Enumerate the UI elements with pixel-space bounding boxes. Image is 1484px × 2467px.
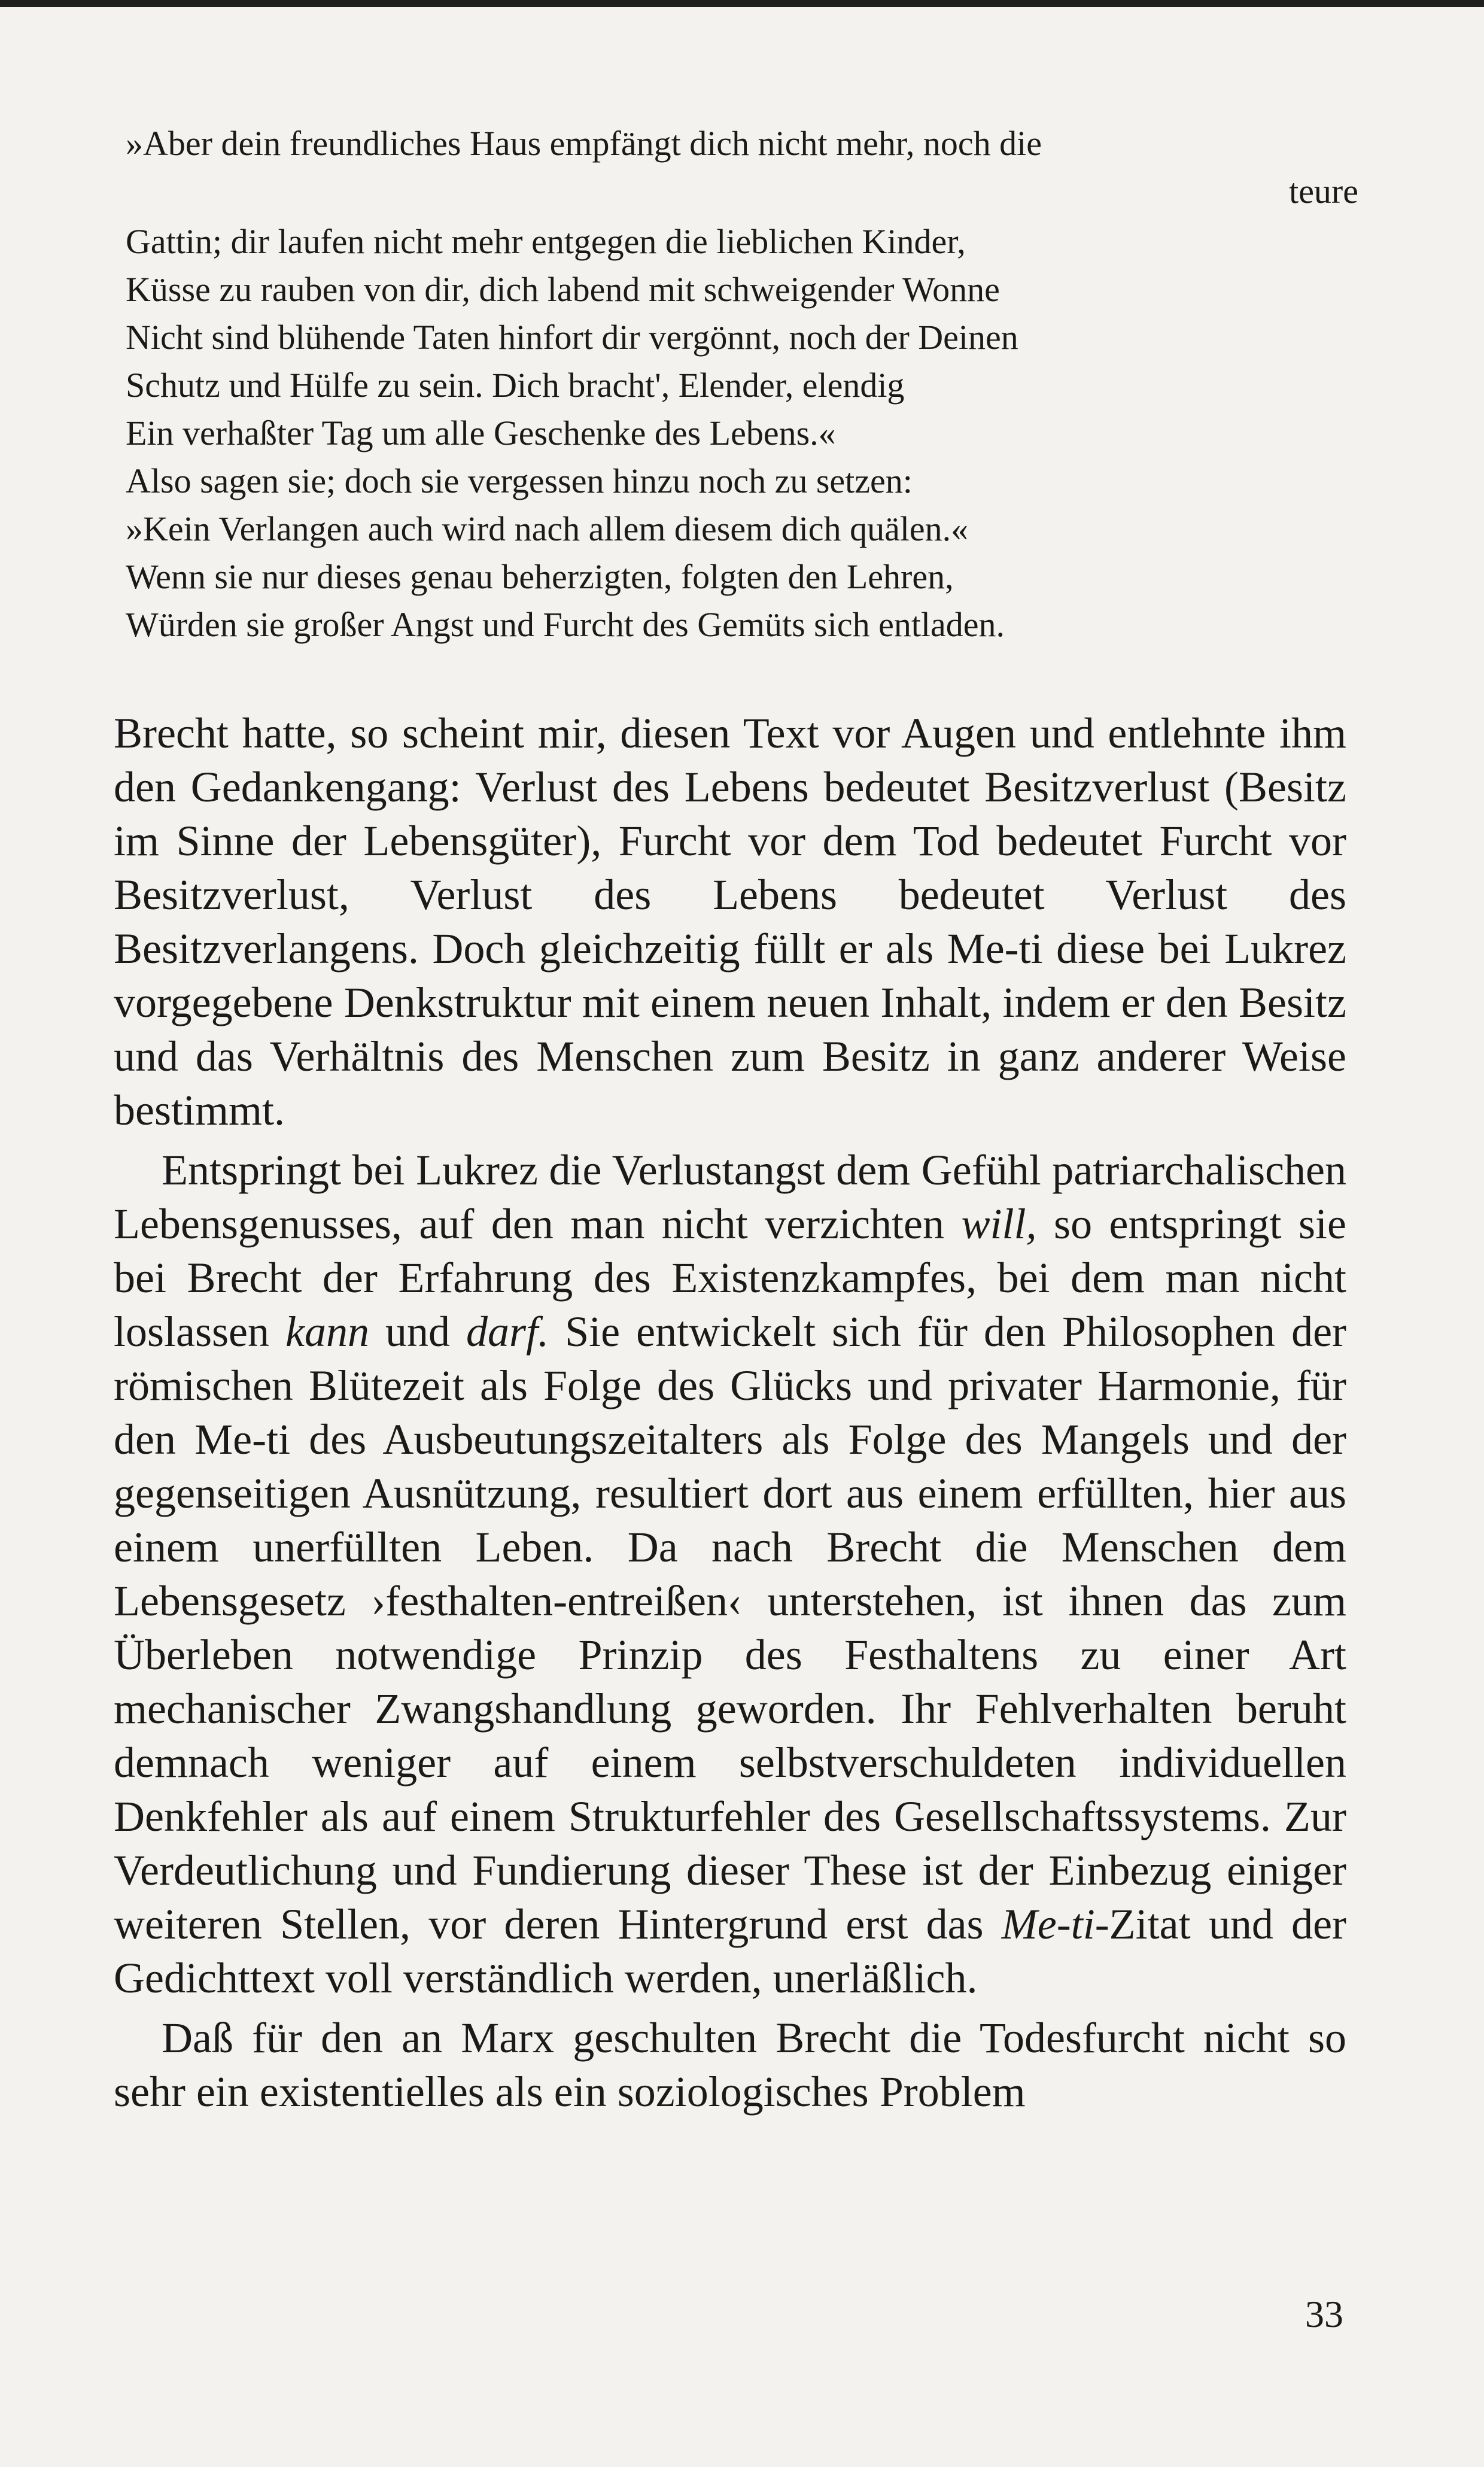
paragraph-2-text: Sie entwickelt sich für den Philosophen der römischen Blütezeit als Folge des Glücks und privater Harmonie, für den Me-ti des Ausbeutungszeitalters als Folge des Mangels und der gegenseitigen Ausnützung, resultiert dort aus einem erfüllten, hier aus einem unerfüllten Leben. Da nach Brecht die Menschen dem Lebensgesetz ›festhalten-entreißen‹ unterstehen, ist ihnen das zum Überleben notwendige Prinzip des Festhaltens zu einer Art mechanischer Zwangshandlung geworden. Ihr Fehlverhalten beruht demnach weniger auf einem selbstverschuldeten individuellen Denkfehler als auf einem Strukturfehler des Gesellschaftssystems. Zur Verdeutlichung und Fundierung dieser These ist der Einbezug einiger weiteren Stellen, vor deren Hintergrund erst das (114, 1308, 1347, 1948)
top-edge-rule (0, 0, 1484, 7)
emphasis-me-ti: Me-ti (1001, 1900, 1095, 1948)
verse-quotation (126, 120, 1382, 649)
verse-line: Küsse zu rauben von dir, dich labend mit schweigender Wonne (126, 270, 1000, 309)
paragraph-2-text: -Zitat und der Gedichttext voll verständlich werden, unerläßlich. (114, 1900, 1347, 2002)
verse-line: Ein verhaßter Tag um alle Geschenke des Lebens.« (126, 414, 836, 452)
verse-line: Würden sie großer Angst und Furcht des Gemüts sich entladen. (126, 605, 1005, 644)
paragraph-2-text: und (369, 1308, 467, 1356)
paragraph-1: Brecht hatte, so scheint mir, diesen Text vor Augen und entlehnte ihm den Gedankengang: Verlust des Lebens bedeutet Besitzverlust (Besitz im Sinne der Lebensgüter), Furcht vor dem Tod bedeutet Furcht vor Besitzverlust, Verlust des Lebens bedeutet Verlust des Besitzverlangens. Doch gleichzeitig füllt er als Me-ti diese bei Lukrez vorgegebene Denkstruktur mit einem neuen Inhalt, indem er den Besitz und das Verhältnis des Menschen zum Besitz in ganz anderer Weise bestimmt. (114, 709, 1346, 1134)
paragraph-2-text: Entspringt bei Lukrez die Verlustangst dem Gefühl patriarchalischen Lebensgenusses, auf den man nicht verzichten (114, 1146, 1346, 1248)
emphasis-darf: darf. (466, 1308, 549, 1356)
verse-line: Nicht sind blühende Taten hinfort dir vergönnt, noch der Deinen (126, 318, 1018, 357)
verse-line: Also sagen sie; doch sie vergessen hinzu noch zu setzen: (126, 461, 913, 500)
verse-line: Wenn sie nur dieses genau beherzigten, folgten den Lehren, (126, 557, 954, 596)
emphasis-will: will, (961, 1200, 1037, 1248)
paragraph-2 (114, 1143, 1346, 2005)
verse-line: »Aber dein freundliches Haus empfängt dich nicht mehr, noch die (126, 124, 1042, 163)
verse-line: Schutz und Hülfe zu sein. Dich bracht', Elender, elendig (126, 366, 905, 405)
verse-line: Gattin; dir laufen nicht mehr entgegen die lieblichen Kinder, (126, 222, 966, 261)
paragraph-3: Daß für den an Marx geschulten Brecht die Todesfurcht nicht so sehr ein existentielles als ein soziologisches Problem (114, 2014, 1346, 2116)
page-number: 33 (1305, 2293, 1343, 2335)
verse-line-continuation: teure (1289, 172, 1358, 211)
paragraph-2-text: so entspringt sie bei Brecht der Erfahrung des Existenzkampfes, bei dem man nicht loslassen (114, 1200, 1347, 1356)
body-text (114, 706, 1346, 2119)
verse-line: »Kein Verlangen auch wird nach allem diesem dich quälen.« (126, 509, 969, 548)
emphasis-kann: kann (285, 1308, 369, 1356)
